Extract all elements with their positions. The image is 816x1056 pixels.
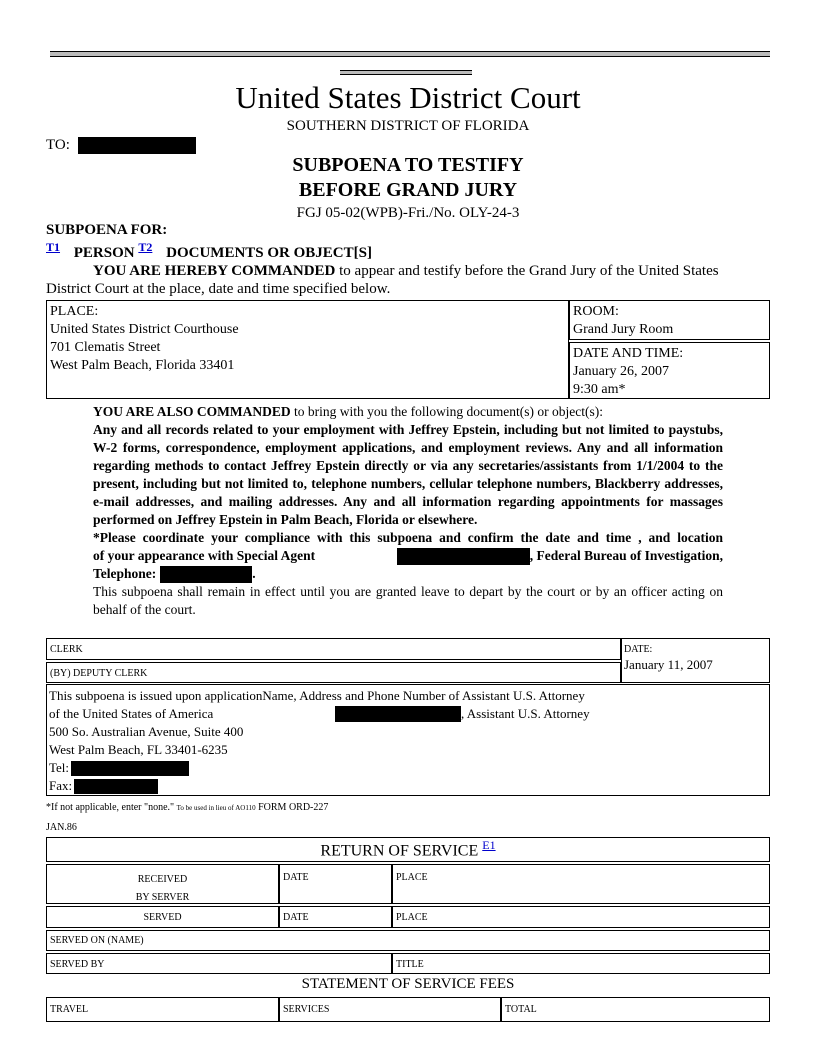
place-line2: 701 Clematis Street bbox=[50, 340, 161, 355]
command-paragraph bbox=[46, 262, 771, 298]
issuer-line2 bbox=[49, 705, 767, 723]
place-content bbox=[47, 301, 568, 377]
command-text: to appear and testify before the Grand Jury of the United States bbox=[335, 263, 719, 279]
redaction bbox=[71, 761, 189, 776]
issuer-box bbox=[46, 684, 770, 796]
received-label: RECEIVED bbox=[137, 874, 188, 885]
command-bold: YOU ARE HEREBY COMMANDED bbox=[93, 263, 336, 279]
place-label: PLACE bbox=[396, 912, 428, 923]
place-label: PLACE bbox=[396, 872, 428, 883]
also-commanded-section bbox=[93, 403, 723, 619]
return-title: RETURN OF SERVICE bbox=[320, 842, 479, 860]
date-label: DATE: bbox=[624, 644, 653, 655]
issuer-fax bbox=[49, 777, 767, 795]
form-note bbox=[46, 802, 328, 813]
received-place-cell bbox=[392, 864, 770, 904]
place-line1: United States District Courthouse bbox=[50, 322, 239, 337]
place-line3: West Palm Beach, Florida 33401 bbox=[50, 358, 235, 373]
case-number: FGJ 05-02(WPB)-Fri./No. OLY-24-3 bbox=[296, 205, 520, 221]
received-cell bbox=[46, 864, 279, 904]
person-option: PERSON bbox=[73, 245, 135, 261]
fax-label: Fax: bbox=[49, 778, 73, 793]
redaction bbox=[78, 137, 196, 154]
subpoena-title-1: SUBPOENA TO TESTIFY bbox=[292, 154, 524, 176]
subpoena-for-label: SUBPOENA FOR: bbox=[46, 222, 168, 238]
command-line2: District Court at the place, date and time specified below. bbox=[46, 281, 391, 297]
records-requested: Any and all records related to your employment with Jeffrey Epstein, including but not limited to paystubs, W-2 forms, correspondence, employment applications, and employment reviews. Any and all information regarding methods to contact Jeffrey Epstein directly or via any secretaries/assistants from 1/1/2004 to the present, including but not limited to, telephone numbers, cellular telephone numbers, Blackberry addresses, e-mail addresses, and mailing addresses. Any and all information regarding appointments for massages performed on Jeffrey Epstein in Palm Beach, Florida or elsewhere. bbox=[93, 422, 723, 527]
return-title-box bbox=[46, 837, 770, 862]
issuer-line1: This subpoena is issued upon applicationName, Address and Phone Number of Assistant U.S. Attorney bbox=[49, 688, 585, 703]
also-text: to bring with you the following document(s) or object(s): bbox=[290, 404, 603, 419]
to-label: TO: bbox=[46, 137, 70, 153]
title-cell bbox=[392, 953, 770, 974]
form-note-lieu: To be used in lieu of AO110 bbox=[176, 804, 256, 812]
telephone-period: . bbox=[252, 566, 256, 581]
date-box bbox=[621, 638, 770, 683]
datetime-time: 9:30 am* bbox=[573, 382, 626, 397]
court-title: United States District Court bbox=[235, 80, 581, 115]
date-label: DATE bbox=[283, 912, 309, 923]
services-label: SERVICES bbox=[283, 1004, 330, 1015]
place-label: PLACE: bbox=[50, 304, 99, 319]
to-line bbox=[46, 137, 196, 154]
served-label: SERVED bbox=[143, 912, 182, 923]
documents-option: DOCUMENTS OR OBJECT[S] bbox=[166, 245, 372, 261]
date-value: January 11, 2007 bbox=[624, 657, 713, 672]
travel-cell bbox=[46, 997, 279, 1022]
form-note-none: *If not applicable, enter "none." bbox=[46, 802, 175, 813]
total-label: TOTAL bbox=[505, 1004, 537, 1015]
remain-in-effect: This subpoena shall remain in effect until you are granted leave to depart by the court or by an officer acting on behalf of the court. bbox=[93, 584, 723, 617]
served-date-cell bbox=[279, 906, 392, 928]
served-on-cell bbox=[46, 930, 770, 951]
date-label: DATE bbox=[283, 872, 309, 883]
served-by-cell bbox=[46, 953, 392, 974]
fees-title: STATEMENT OF SERVICE FEES bbox=[301, 976, 515, 992]
top-rule bbox=[50, 51, 770, 57]
footnote-t2-link[interactable]: T2 bbox=[138, 240, 153, 254]
redaction bbox=[335, 706, 461, 722]
form-date: JAN.86 bbox=[46, 822, 77, 833]
tel-label: Tel: bbox=[49, 760, 70, 775]
coordinate-agent-text: of your appearance with Special Agent bbox=[93, 548, 316, 563]
redaction bbox=[74, 779, 158, 794]
footnote-e1-link[interactable]: E1 bbox=[482, 838, 496, 852]
footnote-t1-link[interactable]: T1 bbox=[46, 240, 61, 254]
datetime-box bbox=[569, 342, 770, 399]
issuer-line4: West Palm Beach, FL 33401-6235 bbox=[49, 742, 228, 757]
title-label: TITLE bbox=[396, 959, 424, 970]
served-on-label: SERVED ON (NAME) bbox=[50, 935, 144, 946]
telephone-line bbox=[93, 565, 723, 583]
telephone-label: Telephone: bbox=[93, 566, 157, 581]
redaction bbox=[397, 548, 530, 565]
issuer-tel bbox=[49, 759, 767, 777]
deputy-clerk-label: (BY) DEPUTY CLERK bbox=[50, 668, 148, 679]
room-value: Grand Jury Room bbox=[573, 322, 674, 337]
by-server-label: BY SERVER bbox=[135, 892, 190, 903]
clerk-label: CLERK bbox=[50, 644, 83, 655]
top-rule-short bbox=[340, 70, 472, 75]
issuer-line2-text: of the United States of America bbox=[49, 706, 214, 721]
room-label: ROOM: bbox=[573, 304, 619, 319]
place-box bbox=[46, 300, 569, 399]
services-cell bbox=[279, 997, 501, 1022]
ausa-title: , Assistant U.S. Attorney bbox=[461, 706, 590, 721]
issuer-line3: 500 So. Australian Avenue, Suite 400 bbox=[49, 724, 244, 739]
coordinate-fbi-text: , Federal Bureau of Investigation, bbox=[529, 548, 723, 563]
served-by-label: SERVED BY bbox=[50, 959, 105, 970]
also-bold: YOU ARE ALSO COMMANDED bbox=[93, 404, 291, 419]
served-cell bbox=[46, 906, 279, 928]
form-number: FORM ORD-227 bbox=[258, 802, 329, 813]
deputy-clerk-box bbox=[46, 662, 621, 683]
coordinate-line2 bbox=[93, 547, 723, 565]
subpoena-title-2: BEFORE GRAND JURY bbox=[298, 179, 518, 201]
coordinate-line1: *Please coordinate your compliance with this subpoena and confirm the date and time , and location bbox=[93, 530, 723, 545]
subpoena-for-options bbox=[46, 240, 372, 262]
datetime-label: DATE AND TIME: bbox=[573, 346, 684, 361]
total-cell bbox=[501, 997, 770, 1022]
datetime-date: January 26, 2007 bbox=[573, 364, 670, 379]
served-place-cell bbox=[392, 906, 770, 928]
district: SOUTHERN DISTRICT OF FLORIDA bbox=[286, 118, 530, 134]
redaction bbox=[160, 566, 252, 583]
travel-label: TRAVEL bbox=[50, 1004, 89, 1015]
room-box bbox=[569, 300, 770, 340]
received-date-cell bbox=[279, 864, 392, 904]
clerk-box bbox=[46, 638, 621, 660]
